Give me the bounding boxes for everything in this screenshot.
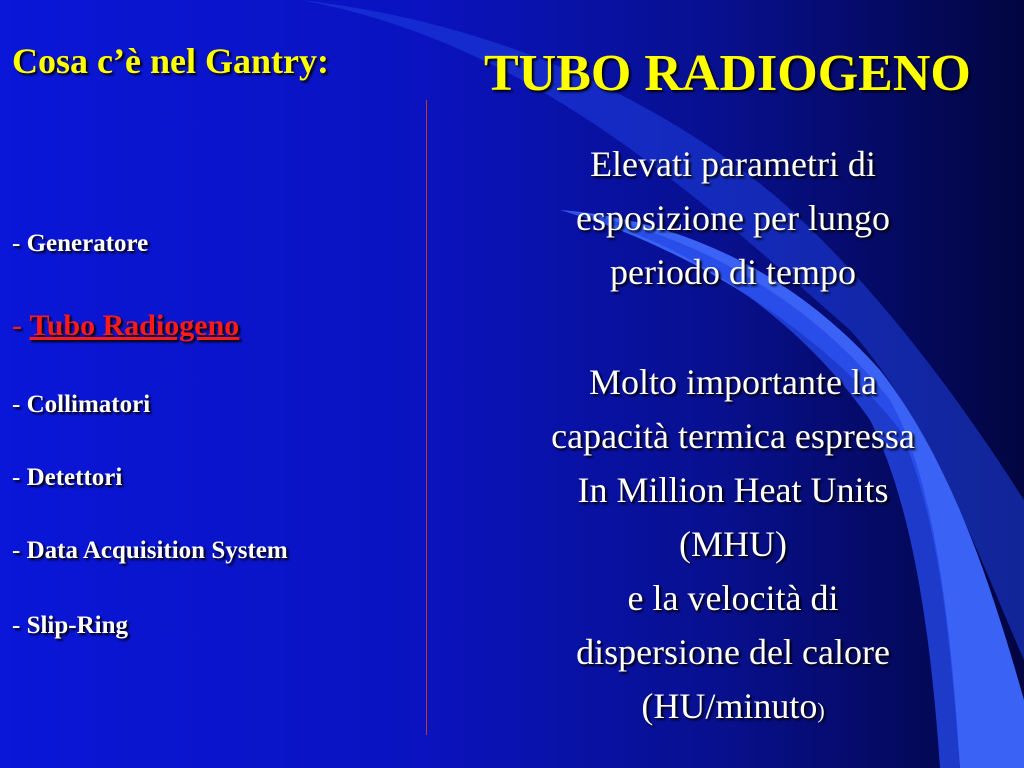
list-item-label: Detettori xyxy=(26,464,123,491)
bullet-dash: - xyxy=(12,230,27,257)
bullet-dash: - xyxy=(12,309,30,342)
description-paragraph-2 xyxy=(440,355,1024,738)
list-item-label: Generatore xyxy=(26,230,149,257)
list-item-generatore[interactable] xyxy=(12,230,148,258)
bullet-dash: - xyxy=(12,612,27,639)
list-item-link[interactable]: Tubo Radiogeno xyxy=(29,309,240,342)
text-line: esposizione per lungo xyxy=(576,198,890,238)
bullet-dash: - xyxy=(12,391,27,418)
text-line-main: (HU/minuto xyxy=(641,686,818,726)
text-line: e la velocità di xyxy=(627,578,839,618)
slide-title: TUBO RADIOGENO xyxy=(484,45,971,102)
description-paragraph-1 xyxy=(440,137,1024,299)
text-line: (MHU) xyxy=(679,524,787,564)
bullet-dash: - xyxy=(12,537,27,564)
vertical-divider xyxy=(426,100,427,735)
text-line: In Million Heat Units xyxy=(577,470,889,510)
list-item-tubo-radiogeno[interactable] xyxy=(12,309,239,343)
list-item-label: Data Acquisition System xyxy=(26,537,288,564)
list-item-data-acquisition-system[interactable] xyxy=(12,537,288,565)
left-title: Cosa c’è nel Gantry: xyxy=(12,41,329,81)
list-item-label: Slip-Ring xyxy=(26,612,129,639)
closing-paren: ) xyxy=(817,698,825,723)
list-item-collimatori[interactable] xyxy=(12,391,150,419)
text-line: capacità termica espressa xyxy=(551,416,915,456)
text-line: Elevati parametri di xyxy=(590,144,876,184)
list-item-label: Collimatori xyxy=(26,391,151,418)
text-line: Molto importante la xyxy=(589,362,877,402)
text-line: dispersione del calore xyxy=(576,632,890,672)
list-item-detettori[interactable] xyxy=(12,464,122,492)
text-line-last xyxy=(440,679,1024,738)
text-line: periodo di tempo xyxy=(610,252,856,292)
list-item-slip-ring[interactable] xyxy=(12,612,128,640)
bullet-dash: - xyxy=(12,464,27,491)
